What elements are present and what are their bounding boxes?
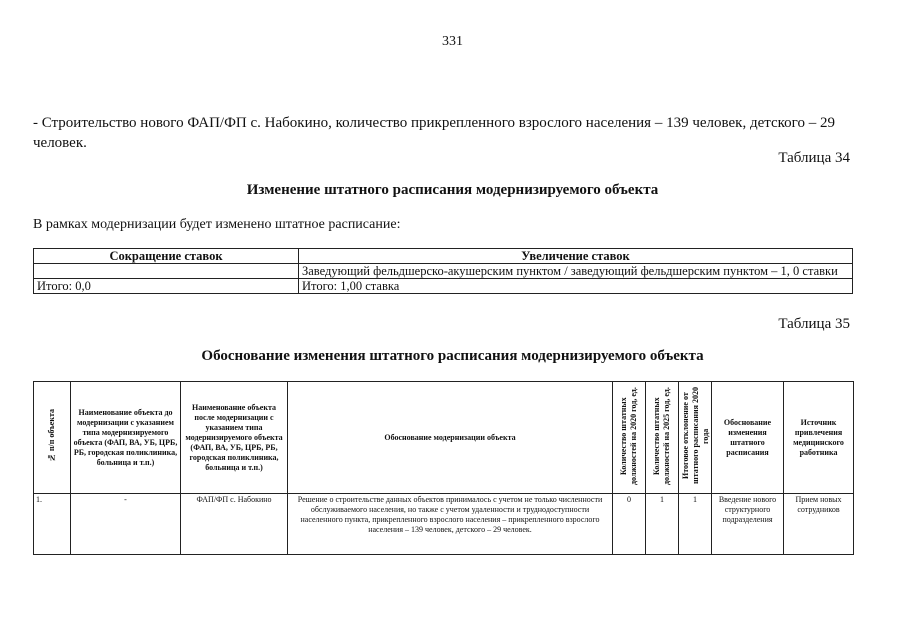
staffing-justification-table <box>33 381 854 555</box>
table-cell <box>34 264 299 279</box>
table-header-cell: Обоснование изменения штатного расписания <box>712 382 784 494</box>
table-header-row <box>34 249 853 264</box>
table-35-heading: Обоснование изменения штатного расписания модернизируемого объекта <box>201 348 704 364</box>
table-cell: Итого: 0,0 <box>34 279 299 294</box>
table-35-label: Таблица 35 <box>778 316 850 332</box>
intro-paragraph: - Строительство нового ФАП/ФП с. Набокино, количество прикрепленного взрослого населения – 139 человек, детского – 29 человек. <box>33 115 835 151</box>
table-cell: - <box>71 494 181 555</box>
staffing-change-table <box>33 248 853 294</box>
page-number: 331 <box>442 34 463 49</box>
table-cell: Введение нового структурного подразделения <box>712 494 784 555</box>
table-header-cell: Количество штатных должностей на 2020 год, ед. <box>613 382 646 494</box>
table-header-cell: Наименование объекта до модернизации с указанием типа модернизируемого объекта (ФАП, ВА, УБ, ЦРБ, РБ, городская поликлиника, больница и т.п.) <box>71 382 181 494</box>
table-row <box>34 279 853 294</box>
table-cell: ФАП/ФП с. Набокино <box>181 494 288 555</box>
table-34-note: В рамках модернизации будет изменено штатное расписание: <box>33 217 401 232</box>
table-cell: Решение о строительстве данных объектов принималось с учетом не только численности обслуживаемого населения, но также с учетом удаленности и труднодоступности населенного пункта, прикрепленного взрослого населения – прикрепленного взрослого населения – 139 человек, детского – 29 человек. <box>288 494 613 555</box>
table-cell: 0 <box>613 494 646 555</box>
table-row <box>34 264 853 279</box>
table-row <box>34 494 854 555</box>
table-header-cell: Количество штатных должностей на 2025 год, ед. <box>646 382 679 494</box>
table-cell: Прием новых сотрудников <box>784 494 854 555</box>
table-header-row <box>34 382 854 494</box>
table-cell: 1 <box>646 494 679 555</box>
table-header-cell: Наименование объекта после модернизации с указанием типа модернизируемого объекта (ФАП, ВА, УБ, ЦРБ, РБ, городская поликлиника, больница и т.п.) <box>181 382 288 494</box>
table-header-cell: Сокращение ставок <box>34 249 299 264</box>
table-cell: Итого: 1,00 ставка <box>299 279 853 294</box>
table-34-label: Таблица 34 <box>778 150 850 166</box>
table-cell: 1 <box>679 494 712 555</box>
table-cell: 1. <box>34 494 71 555</box>
table-header-cell: Итоговое отклонение от штатного расписания 2020 года <box>679 382 712 494</box>
table-header-cell: Увеличение ставок <box>299 249 853 264</box>
table-header-cell: Источник привлечения медицинского работника <box>784 382 854 494</box>
table-34-heading: Изменение штатного расписания модернизируемого объекта <box>246 182 659 198</box>
table-header-cell: № п/п объекта <box>34 382 71 494</box>
table-cell: Заведующий фельдшерско-акушерским пунктом / заведующий фельдшерским пунктом – 1, 0 ставки <box>299 264 853 279</box>
table-header-cell: Обоснование модернизации объекта <box>288 382 613 494</box>
